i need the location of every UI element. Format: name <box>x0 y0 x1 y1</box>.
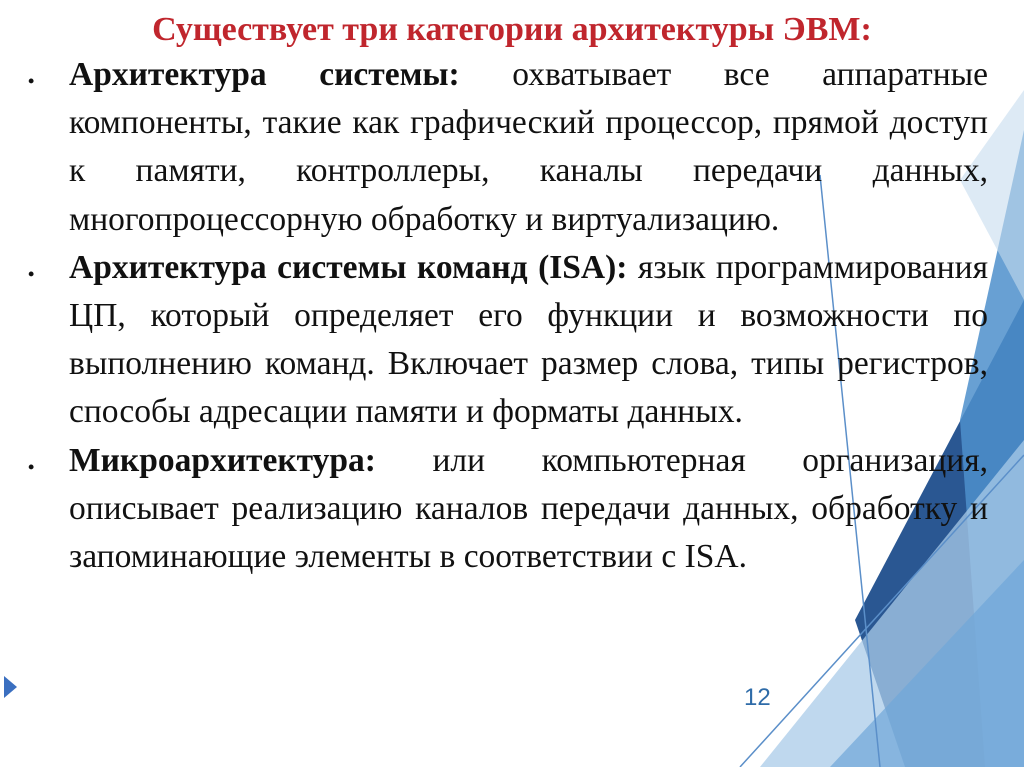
bullet-system-architecture <box>28 51 988 244</box>
bullet-list <box>28 51 988 581</box>
bullet-dot-icon: • <box>28 263 35 284</box>
bullet-dot-icon: • <box>28 456 35 477</box>
bullet-dot-icon: • <box>28 71 35 91</box>
bullet-isa <box>28 244 988 437</box>
slide-title: Существует три категории архитектуры ЭВМ: <box>152 11 872 48</box>
triangle-arrow-right-icon <box>4 676 17 698</box>
page-number: 12 <box>744 684 771 711</box>
bullet-text: язык программирования ЦП, который определяет его функции и возможности по выполнению команд. Включает размер слова, типы регистров, способы адресации памяти и форматы данных. <box>69 248 988 431</box>
bullet-text: охватывает все аппаратные компоненты, такие как графический процессор, прямой доступ к памяти, контроллеры, каналы передачи данных, многопроцессорную обработку и виртуализацию. <box>69 56 989 238</box>
bullet-text: или компьютерная организация, описывает реализацию каналов передачи данных, обработку и запоминающие элементы в соответствии с ISA. <box>69 441 988 576</box>
bullet-term: Архитектура системы команд (ISA): <box>69 248 628 286</box>
bullet-term: Микроархитектура: <box>69 441 376 479</box>
bullet-term: Архитектура системы: <box>69 56 460 93</box>
bullet-microarchitecture <box>28 437 988 582</box>
